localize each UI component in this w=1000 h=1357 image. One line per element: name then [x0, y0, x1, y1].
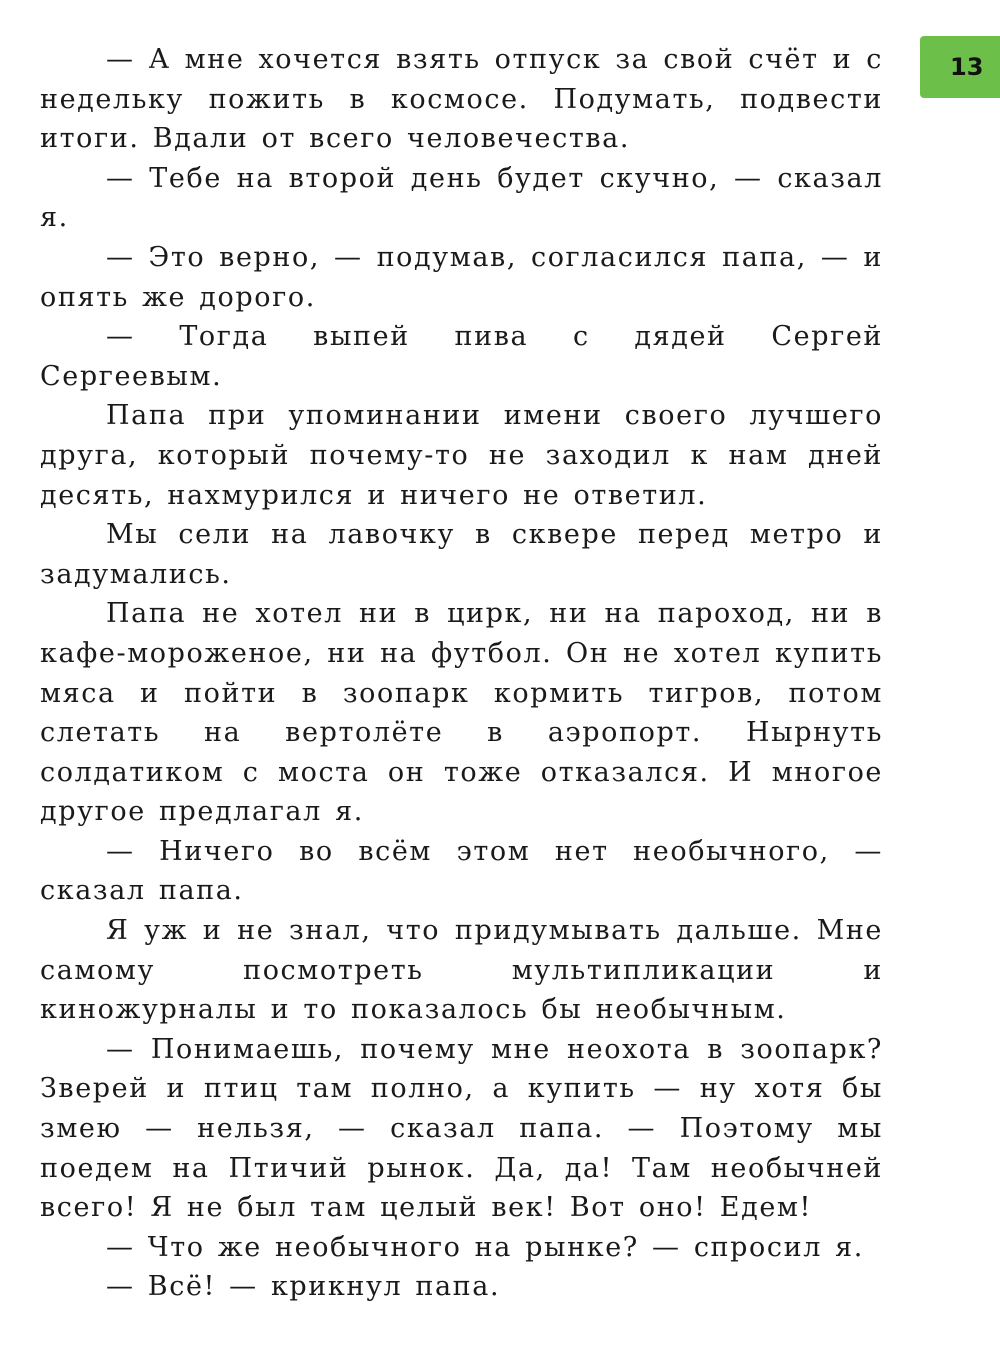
page-number: 13 — [950, 53, 984, 81]
paragraph: — Что же необычного на рынке? — спросил я. — [106, 1231, 864, 1263]
paragraph: Мы сели на лавочку в сквере перед метро и задумались. — [40, 519, 883, 590]
paragraph: — Всё! — крикнул папа. — [106, 1271, 501, 1303]
paragraph: Папа не хотел ни в цирк, ни на пароход, ни в кафе-мороженое, ни на футбол. Он не хотел купить мяса и пойти в зоопарк кормить тигров, потом слетать на вертолёте в аэропорт. Нырнуть солдатиком с моста он тоже отказался. И многое другое предлагал я. — [40, 598, 883, 828]
paragraph: — Это верно, — подумав, согласился папа, — и опять же дорого. — [40, 241, 883, 313]
paragraph: — Тогда выпей пива с дядей Сергей Сергеевым. — [40, 321, 883, 392]
paragraph: — Ничего во всём этом нет необычного, — сказал папа. — [40, 835, 883, 907]
paragraph: — Тебе на второй день будет скучно, — сказал я. — [40, 162, 883, 234]
paragraph: — Понимаешь, почему мне неохота в зоопарк? Зверей и птиц там полно, а купить — ну хотя бы змею — нельзя, — сказал папа. — Поэтому мы поедем на Птичий рынок. Да, да! Там необычней всего! Я не был там целый век! Вот оно! Едем! — [40, 1033, 883, 1224]
paragraph: — А мне хочется взять отпуск за свой счёт и с недельку пожить в космосе. Подумать, подвести итоги. Вдали от всего человечества. — [40, 44, 883, 155]
paragraph: Папа при упоминании имени своего лучшего друга, который почему-то не заходил к нам дней десять, нахмурился и ничего не ответил. — [40, 400, 883, 511]
page-number-tab — [920, 36, 1000, 98]
paragraph: Я уж и не знал, что придумывать дальше. Мне самому посмотреть мультипликации и киножурналы и то показалось бы необычным. — [40, 915, 883, 1026]
story-text — [40, 40, 883, 1307]
